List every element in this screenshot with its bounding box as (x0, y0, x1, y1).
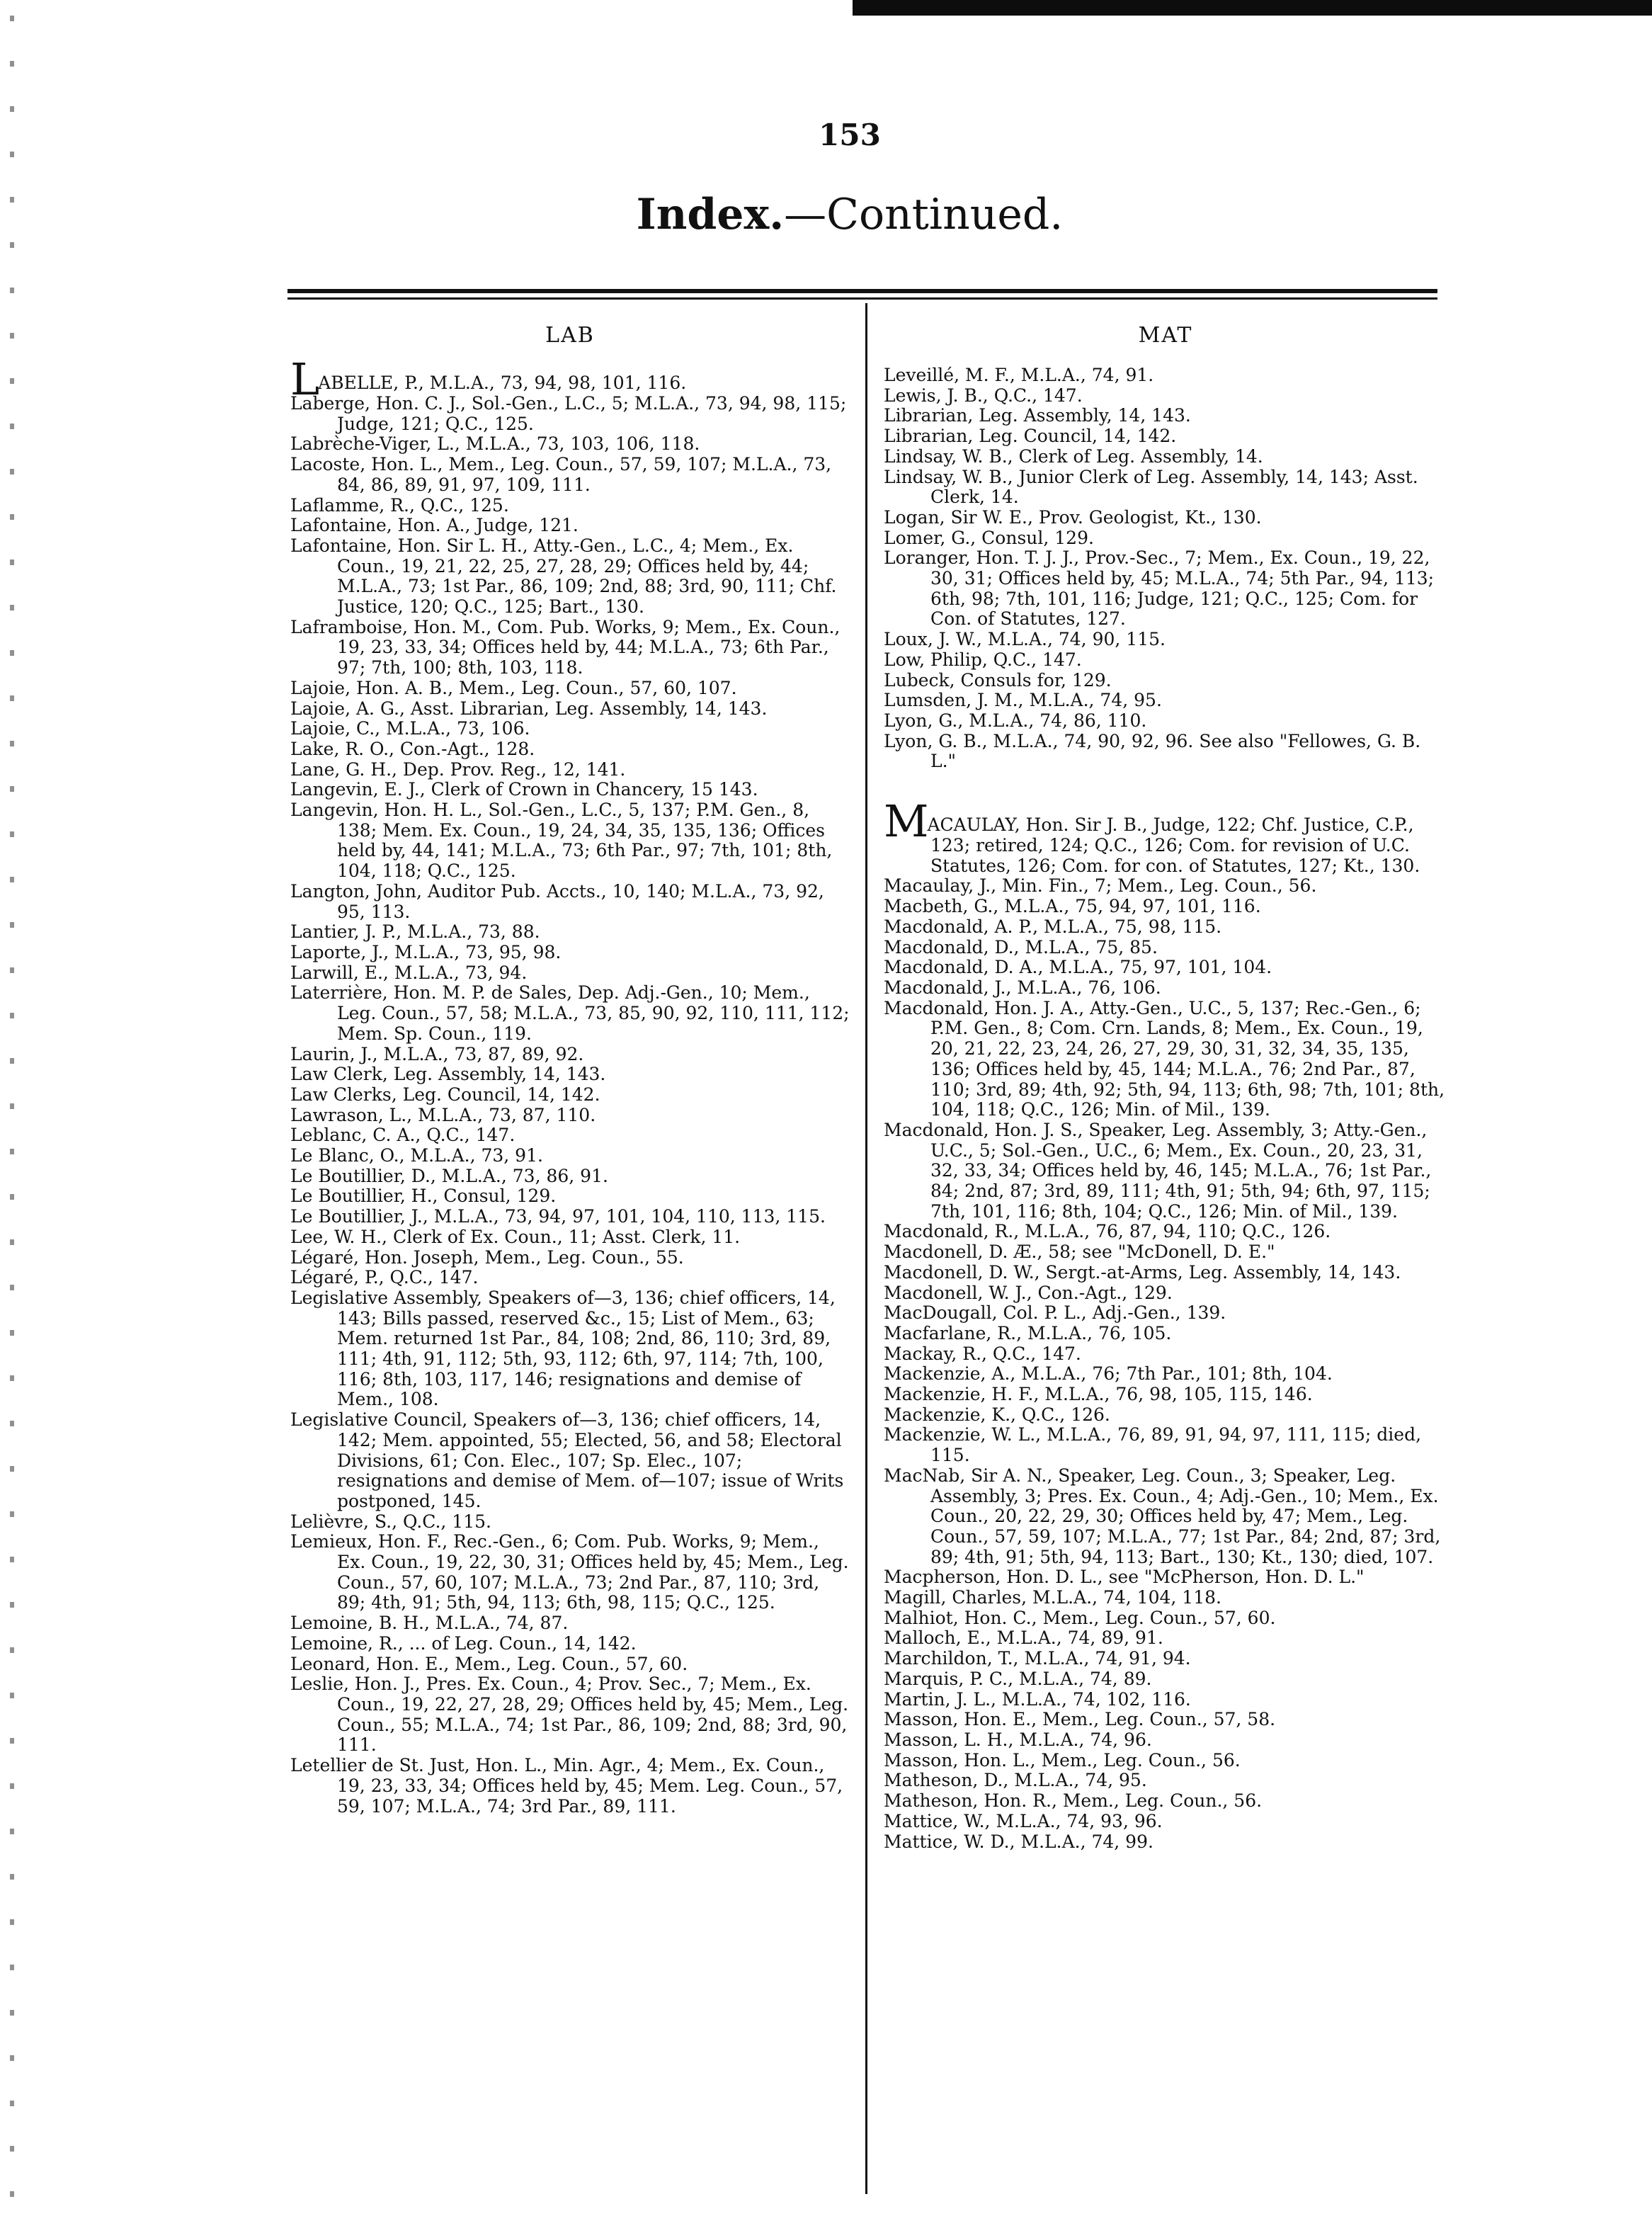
index-entry: MacNab, Sir A. N., Speaker, Leg. Coun., 3; Speaker, Leg. Assembly, 3; Pres. Ex. Coun., 4; Adj.-Gen., 10; Mem., Ex. Coun., 20, 22, 29, 30; Offices held by, 47; Mem., Leg. Coun., 57, 59, 107; M.L.A., 77; 1st Par., 84; 2nd, 87; 3rd, 89; 4th, 91; 5th, 94, 113; Bart., 130; Kt., 130; died, 107. (884, 1465, 1441, 1567)
index-entry: Lajoie, Hon. A. B., Mem., Leg. Coun., 57, 60, 107. (290, 677, 737, 698)
index-entry: Martin, J. L., M.L.A., 74, 102, 116. (884, 1688, 1191, 1710)
index-entry: Logan, Sir W. E., Prov. Geologist, Kt., 130. (884, 506, 1262, 528)
index-entry: Legislative Assembly, Speakers of—3, 136; chief officers, 14, 143; Bills passed, reserved &c., 15; List of Mem., 63; Mem. returned 1st Par., 84, 108; 2nd, 86, 110; 3rd, 89, 111; 4th, 91, 112; 5th, 93, 112; 6th, 97, 114; 7th, 100, 116; 8th, 103, 117, 146; resignations and demise of Mem., 108. (290, 1287, 836, 1410)
index-entry: Le Boutillier, D., M.L.A., 73, 86, 91. (290, 1165, 608, 1186)
index-entry: Macdonald, J., M.L.A., 76, 106. (884, 977, 1161, 998)
index-entry: Lajoie, A. G., Asst. Librarian, Leg. Assembly, 14, 143. (290, 698, 768, 719)
index-entry: Lafontaine, Hon. A., Judge, 121. (290, 515, 579, 536)
index-entry: Lindsay, W. B., Clerk of Leg. Assembly, 14. (884, 445, 1263, 467)
index-entry: Macdonell, D. Æ., 58; see "McDonell, D. E." (884, 1241, 1275, 1263)
scan-binding-edge (10, 0, 14, 2233)
index-entry: Labrèche-Viger, L., M.L.A., 73, 103, 106, 118. (290, 433, 700, 455)
index-entry: Laporte, J., M.L.A., 73, 95, 98. (290, 941, 562, 962)
left-entry-list (290, 394, 850, 1817)
index-entry: Matheson, D., M.L.A., 74, 95. (884, 1770, 1147, 1791)
page-number: 153 (819, 118, 881, 152)
index-entry: Law Clerks, Leg. Council, 14, 142. (290, 1084, 600, 1105)
index-entry: Lacoste, Hon. L., Mem., Leg. Coun., 57, 59, 107; M.L.A., 73, 84, 86, 89, 91, 97, 109, 111. (290, 454, 832, 495)
index-entry: Masson, Hon. E., Mem., Leg. Coun., 57, 58. (884, 1709, 1276, 1730)
drop-cap: L (290, 353, 320, 405)
index-entry: Le Blanc, O., M.L.A., 73, 91. (290, 1145, 543, 1166)
index-entry: Langton, John, Auditor Pub. Accts., 10, 140; M.L.A., 73, 92, 95, 113. (290, 880, 824, 922)
index-entry: Marchildon, T., M.L.A., 74, 91, 94. (884, 1648, 1191, 1669)
index-entry: Lemoine, R., ... of Leg. Coun., 14, 142. (290, 1632, 637, 1654)
index-entry: Masson, Hon. L., Mem., Leg. Coun., 56. (884, 1749, 1241, 1771)
index-entry: Lewis, J. B., Q.C., 147. (884, 385, 1083, 406)
index-entry: Malhiot, Hon. C., Mem., Leg. Coun., 57, 60. (884, 1607, 1276, 1628)
index-entry: Malloch, E., M.L.A., 74, 89, 91. (884, 1627, 1163, 1649)
index-entry: Librarian, Leg. Assembly, 14, 143. (884, 405, 1191, 426)
index-entry: Leblanc, C. A., Q.C., 147. (290, 1125, 515, 1146)
index-entry: Leveillé, M. F., M.L.A., 74, 91. (884, 365, 1154, 385)
index-entry: Lemieux, Hon. F., Rec.-Gen., 6; Com. Pub. Works, 9; Mem., Ex. Coun., 19, 22, 30, 31; Offices held by, 45; Mem., Leg. Coun., 57, 60, 107; M.L.A., 73; 2nd Par., 87, 110; 3rd, 89; 4th, 91; 5th, 94, 113; 6th, 98, 115; Q.C., 125. (290, 1531, 849, 1613)
index-entry: Mackenzie, K., Q.C., 126. (884, 1404, 1110, 1425)
page-title-rest: —Continued. (784, 190, 1064, 239)
index-entry: Macdonell, D. W., Sergt.-at-Arms, Leg. Assembly, 14, 143. (884, 1261, 1401, 1283)
index-entry: Lane, G. H., Dep. Prov. Reg., 12, 141. (290, 758, 626, 780)
index-entry: Macdonald, A. P., M.L.A., 75, 98, 115. (884, 916, 1222, 937)
column-divider (865, 303, 867, 2194)
index-entry: Macdonell, W. J., Con.-Agt., 129. (884, 1282, 1173, 1303)
right-entry-list-m (884, 876, 1447, 1852)
index-entry: Larwill, E., M.L.A., 73, 94. (290, 962, 528, 983)
index-entry: Macaulay, J., Min. Fin., 7; Mem., Leg. Coun., 56. (884, 875, 1317, 897)
scan-top-bar (853, 0, 1652, 16)
index-entry: Mackenzie, W. L., M.L.A., 76, 89, 91, 94, 97, 111, 115; died, 115. (884, 1424, 1422, 1466)
page-title (566, 190, 1133, 239)
index-entry: Mackenzie, A., M.L.A., 76; 7th Par., 101; 8th, 104. (884, 1363, 1333, 1385)
index-entry: Légaré, P., Q.C., 147. (290, 1267, 479, 1288)
index-entry: Macpherson, Hon. D. L., see "McPherson, Hon. D. L." (884, 1567, 1365, 1588)
index-entry: Mackenzie, H. F., M.L.A., 76, 98, 105, 115, 146. (884, 1384, 1313, 1405)
index-entry: Leslie, Hon. J., Pres. Ex. Coun., 4; Prov. Sec., 7; Mem., Ex. Coun., 19, 22, 27, 28, 29; Offices held by, 45; Mem., Leg. Coun., 55; M.L.A., 74; 1st Par., 86, 109; 2nd, 88; 3rd, 90, 111. (290, 1674, 849, 1756)
index-entry: Magill, Charles, M.L.A., 74, 104, 118. (884, 1587, 1221, 1608)
index-entry: Lubeck, Consuls for, 129. (884, 669, 1112, 691)
index-entry: Le Boutillier, H., Consul, 129. (290, 1186, 557, 1207)
index-entry: Mattice, W., M.L.A., 74, 93, 96. (884, 1810, 1163, 1831)
index-entry: Macdonald, Hon. J. A., Atty.-Gen., U.C., 5, 137; Rec.-Gen., 6; P.M. Gen., 8; Com. Crn. Lands, 8; Mem., Ex. Coun., 19, 20, 21, 22, 23, 24, 26, 27, 29, 30, 31, 32, 34, 35, 135, 136; Offices held by, 45, 144; M.L.A., 76; 2nd Par., 87, 110; 3rd, 89; 4th, 92; 5th, 94, 113; 6th, 98; 7th, 101; 8th, 104, 118; Q.C., 126; Min. of Mil., 139. (884, 997, 1445, 1120)
index-entry: Macbeth, G., M.L.A., 75, 94, 97, 101, 116. (884, 896, 1261, 917)
index-entry: Macdonald, D. A., M.L.A., 75, 97, 101, 104. (884, 957, 1272, 978)
index-entry: Librarian, Leg. Council, 14, 142. (884, 426, 1177, 447)
header-rule-thick (287, 289, 1437, 293)
index-entry: Macdonald, R., M.L.A., 76, 87, 94, 110; Q.C., 126. (884, 1221, 1331, 1242)
right-column-header: MAT (1138, 323, 1193, 348)
index-entry-first (290, 353, 850, 405)
index-entry: Laterrière, Hon. M. P. de Sales, Dep. Adj.-Gen., 10; Mem., Leg. Coun., 57, 58; M.L.A., 73, 85, 90, 92, 110, 111, 112; Mem. Sp. Coun., 119. (290, 982, 850, 1044)
index-entry: Macfarlane, R., M.L.A., 76, 105. (884, 1322, 1172, 1343)
index-entry: Loux, J. W., M.L.A., 74, 90, 115. (884, 629, 1166, 650)
index-entry: Matheson, Hon. R., Mem., Leg. Coun., 56. (884, 1790, 1263, 1812)
index-entry: Mattice, W. D., M.L.A., 74, 99. (884, 1831, 1153, 1852)
index-entry: Low, Philip, Q.C., 147. (884, 649, 1082, 670)
index-entry: Lawrason, L., M.L.A., 73, 87, 110. (290, 1104, 596, 1125)
index-entry: Légaré, Hon. Joseph, Mem., Leg. Coun., 55. (290, 1246, 684, 1268)
index-entry: Lomer, G., Consul, 129. (884, 527, 1094, 548)
section-gap (884, 772, 1447, 807)
index-entry: Loranger, Hon. T. J. J., Prov.-Sec., 7; Mem., Ex. Coun., 19, 22, 30, 31; Offices held by, 45; M.L.A., 74; 5th Par., 94, 113; 6th, 98; 7th, 101, 116; Judge, 121; Q.C., 125; Com. for Con. of Statutes, 127. (884, 547, 1435, 630)
index-entry: Lindsay, W. B., Junior Clerk of Leg. Assembly, 14, 143; Asst. Clerk, 14. (884, 466, 1418, 508)
index-entry: Langevin, Hon. H. L., Sol.-Gen., L.C., 5, 137; P.M. Gen., 8, 138; Mem. Ex. Coun., 19, 24, 34, 35, 135, 136; Offices held by, 44, 141; M.L.A., 73; 6th Par., 97; 7th, 101; 8th, 104, 118; Q.C., 125. (290, 800, 833, 882)
index-entry: Laberge, Hon. C. J., Sol.-Gen., L.C., 5; M.L.A., 73, 94, 98, 115; Judge, 121; Q.C., 125. (290, 393, 847, 434)
index-entry: Mackay, R., Q.C., 147. (884, 1343, 1081, 1364)
index-entry: Laflamme, R., Q.C., 125. (290, 494, 509, 516)
index-entry: Lemoine, B. H., M.L.A., 74, 87. (290, 1613, 569, 1634)
index-entry: Lyon, G., M.L.A., 74, 86, 110. (884, 710, 1147, 731)
index-entry: Lumsden, J. M., M.L.A., 74, 95. (884, 690, 1162, 711)
index-entry: Macdonald, Hon. J. S., Speaker, Leg. Assembly, 3; Atty.-Gen., U.C., 5; Sol.-Gen., U.C., 6; Mem., Ex. Coun., 20, 23, 31, 32, 33, 34; Offices held by, 46, 145; M.L.A., 76; 1st Par., 84; 2nd, 87; 3rd, 89, 111; 4th, 91; 5th, 94; 6th, 97, 115; 7th, 101, 116; 8th, 104; Q.C., 126; Min. of Mil., 139. (884, 1119, 1432, 1222)
index-entry: MacDougall, Col. P. L., Adj.-Gen., 139. (884, 1302, 1226, 1324)
index-entry: Laurin, J., M.L.A., 73, 87, 89, 92. (290, 1043, 584, 1064)
index-entry: Lake, R. O., Con.-Agt., 128. (290, 738, 535, 759)
index-entry: Legislative Council, Speakers of—3, 136; chief officers, 14, 142; Mem. appointed, 55; Elected, 56, and 58; Electoral Divisions, 61; Con. Elec., 107; Sp. Elec., 107; resignations and demise of Mem. of—107; issue of Writs postponed, 145. (290, 1409, 844, 1511)
right-column (884, 323, 1447, 1852)
drop-cap: M (884, 795, 929, 848)
page-title-bold: Index. (636, 190, 785, 239)
left-column-header: LAB (545, 323, 595, 348)
index-entry: Lafontaine, Hon. Sir L. H., Atty.-Gen., L.C., 4; Mem., Ex. Coun., 19, 21, 22, 25, 27, 28, 29; Offices held by, 44; M.L.A., 73; 1st Par., 86, 109; 2nd, 88; 3rd, 90, 111; Chf. Justice, 120; Q.C., 125; Bart., 130. (290, 535, 837, 618)
index-entry: Letellier de St. Just, Hon. L., Min. Agr., 4; Mem., Ex. Coun., 19, 23, 33, 34; Offices held by, 45; Mem. Leg. Coun., 57, 59, 107; M.L.A., 74; 3rd Par., 89, 111. (290, 1755, 843, 1817)
index-entry: Langevin, E. J., Clerk of Crown in Chancery, 15 143. (290, 779, 758, 800)
index-entry-text: ACAULAY, Hon. Sir J. B., Judge, 122; Chf. Justice, C.P., 123; retired, 124; Q.C., 126; Com. for revision of U.C. Statutes, 126; Com. for con. of Statutes, 127; Kt., 130. (927, 814, 1420, 876)
right-entry-list-l (884, 365, 1447, 772)
header-rule-thin (287, 297, 1437, 300)
index-entry: Lee, W. H., Clerk of Ex. Coun., 11; Asst. Clerk, 11. (290, 1226, 741, 1247)
index-entry: Masson, L. H., M.L.A., 74, 96. (884, 1729, 1152, 1750)
index-entry: Lantier, J. P., M.L.A., 73, 88. (290, 921, 540, 943)
index-entry: Law Clerk, Leg. Assembly, 14, 143. (290, 1064, 606, 1085)
left-column (290, 323, 850, 1817)
index-entry-text: ABELLE, P., M.L.A., 73, 94, 98, 101, 116. (318, 373, 687, 393)
index-entry: Marquis, P. C., M.L.A., 74, 89. (884, 1668, 1152, 1689)
index-entry-first (884, 795, 1447, 876)
index-entry: Le Boutillier, J., M.L.A., 73, 94, 97, 101, 104, 110, 113, 115. (290, 1206, 826, 1227)
index-entry: Macdonald, D., M.L.A., 75, 85. (884, 936, 1158, 958)
index-entry: Lelièvre, S., Q.C., 115. (290, 1511, 491, 1532)
index-entry: Leonard, Hon. E., Mem., Leg. Coun., 57, 60. (290, 1653, 688, 1674)
index-entry: Lyon, G. B., M.L.A., 74, 90, 92, 96. See also "Fellowes, G. B. L." (884, 730, 1421, 772)
index-entry: Laframboise, Hon. M., Com. Pub. Works, 9; Mem., Ex. Coun., 19, 23, 33, 34; Offices held by, 44; M.L.A., 73; 6th Par., 97; 7th, 100; 8th, 103, 118. (290, 616, 841, 678)
index-entry: Lajoie, C., M.L.A., 73, 106. (290, 718, 530, 739)
